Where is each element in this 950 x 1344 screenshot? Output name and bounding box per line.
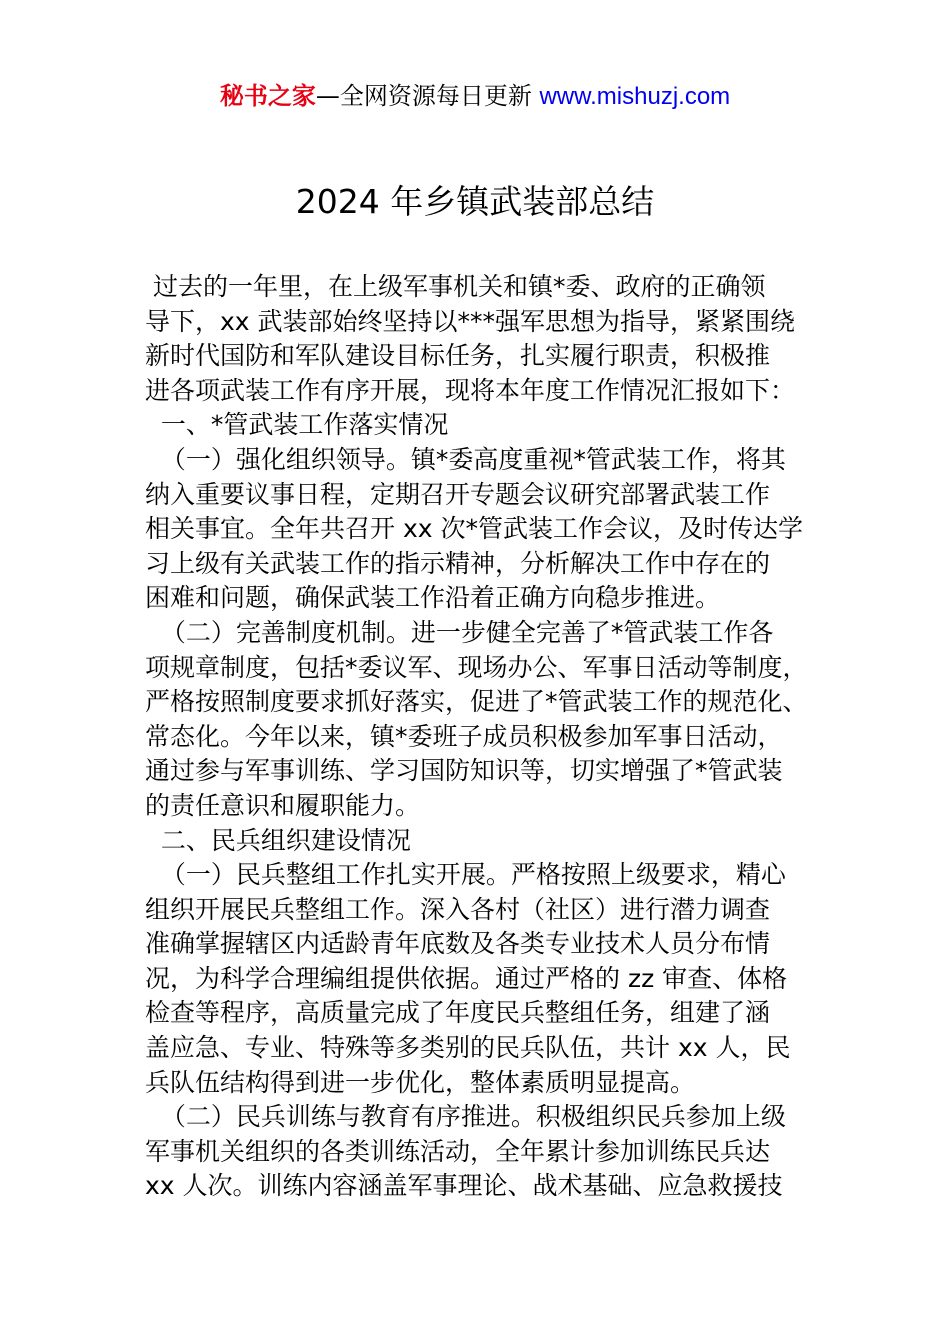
body-text-line: 项规章制度，包括*委议军、现场办公、军事日活动等制度， [145,652,808,682]
body-text-line: 纳入重要议事日程，定期召开专题会议研究部署武装工作 [145,479,771,509]
body-text-line: 进各项武装工作有序开展，现将本年度工作情况汇报如下： [145,375,796,405]
body-text-line: 况，为科学合理编组提供依据。通过严格的 zz 审查、体格 [145,963,788,993]
body-text-line: 习上级有关武装工作的指示精神，分析解决工作中存在的 [145,548,771,578]
body-text-line: 困难和问题，确保武装工作沿着正确方向稳步推进。 [145,583,721,613]
body-text-line: 相关事宜。全年共召开 xx 次*管武装工作会议，及时传达学 [145,514,803,544]
brand-name: 秘书之家 [219,82,316,110]
body-text-line: 盖应急、专业、特殊等多类别的民兵队伍，共计 xx 人，民 [145,1033,791,1063]
site-url-link[interactable]: www.mishuzj.com [539,83,731,110]
body-text-line: （二）完善制度机制。进一步健全完善了*管武装工作各 [145,617,774,647]
body-text-line: 严格按照制度要求抓好落实，促进了*管武装工作的规范化、 [145,687,808,717]
body-text-line: 组织开展民兵整组工作。深入各村（社区）进行潜力调查 [145,894,771,924]
body-text-line: 准确掌握辖区内适龄青年底数及各类专业技术人员分布情 [145,929,771,959]
body-text-line: 的责任意识和履职能力。 [145,790,421,820]
body-text-line: （二）民兵训练与教育有序推进。积极组织民兵参加上级 [145,1102,786,1132]
document-body [145,270,815,1204]
body-text-line: （一）民兵整组工作扎实开展。严格按照上级要求，精心 [145,860,786,890]
body-text-line: （一）强化组织领导。镇*委高度重视*管武装工作，将其 [145,444,786,474]
body-text-line: 过去的一年里，在上级军事机关和镇*委、政府的正确领 [145,272,766,301]
header-tagline: —全网资源每日更新 [315,82,540,110]
body-text-line: 二、民兵组织建设情况 [145,825,411,855]
body-text-line: 导下，xx 武装部始终坚持以***强军思想为指导，紧紧围绕 [145,306,796,336]
body-text-line: 新时代国防和军队建设目标任务，扎实履行职责，积极推 [145,341,771,371]
document-title: 2024 年乡镇武装部总结 [295,182,655,221]
body-text-line: 一、*管武装工作落实情况 [145,410,449,440]
body-text-line: 检查等程序，高质量完成了年度民兵整组任务，组建了涵 [145,998,771,1028]
body-text-line: xx 人次。训练内容涵盖军事理论、战术基础、应急救援技 [145,1171,783,1201]
body-text-line: 兵队伍结构得到进一步优化，整体素质明显提高。 [145,1067,696,1097]
body-text-line: 常态化。今年以来，镇*委班子成员积极参加军事日活动， [145,721,783,751]
site-header [0,80,950,113]
body-text-line: 通过参与军事训练、学习国防知识等，切实增强了*管武装 [145,756,783,786]
body-text-line: 军事机关组织的各类训练活动，全年累计参加训练民兵达 [145,1136,771,1166]
